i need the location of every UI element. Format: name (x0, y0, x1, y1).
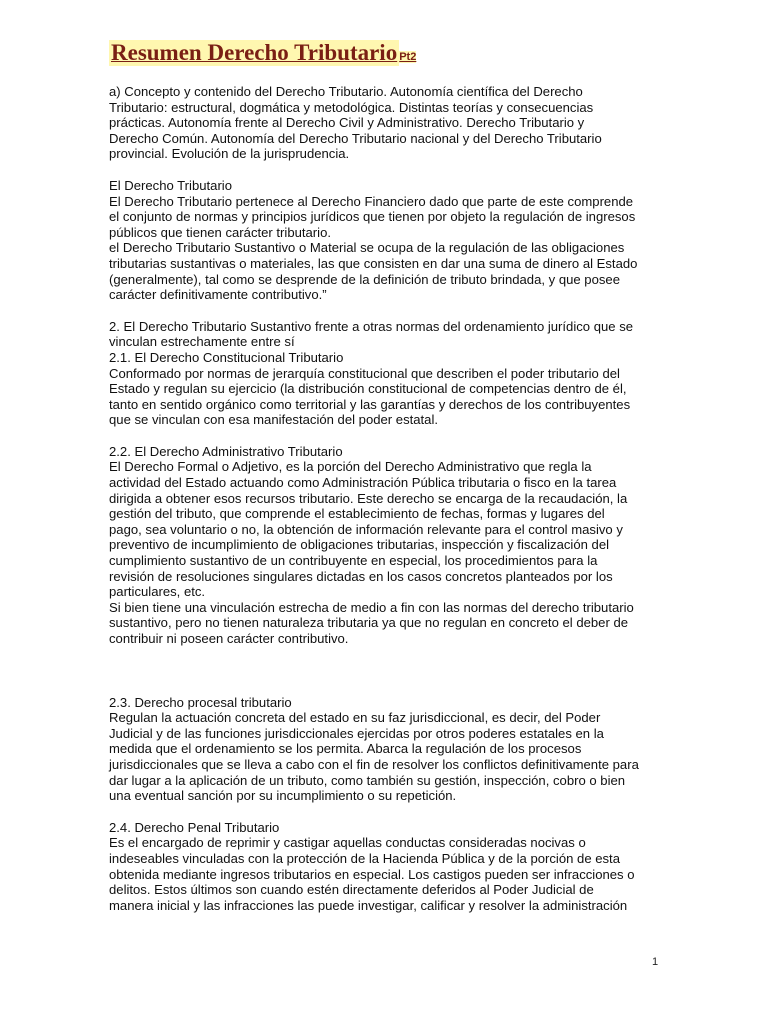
text-line: El Derecho Formal o Adjetivo, es la porción del Derecho Administrativo que regla la (109, 459, 592, 475)
text-line: particulares, etc. (109, 584, 206, 600)
section-heading: 2.1. El Derecho Constitucional Tributario (109, 349, 344, 365)
text-line: delitos. Estos últimos son cuando estén directamente deferidos al Poder Judicial de (109, 882, 594, 898)
section-heading: 2.4. Derecho Penal Tributario (109, 819, 280, 835)
text-line: jurisdiccionales que se lleva a cabo con el fin de resolver los conflictos definitivamente para (109, 756, 639, 772)
page-title: Resumen Derecho Tributario (111, 40, 398, 65)
text-line: pago, sea voluntario o no, la obtención de información relevante para el control masivo y (109, 521, 623, 537)
text-line: prácticas. Autonomía frente al Derecho Civil y Administrativo. Derecho Tributario y (109, 115, 585, 131)
text-line: vinculan estrechamente entre sí (109, 334, 295, 350)
text-line: El Derecho Tributario pertenece al Derecho Financiero dado que parte de este comprende (109, 193, 634, 209)
text-line: el conjunto de normas y principios jurídicos que tienen por objeto la regulación de ingresos (109, 209, 636, 225)
text-line: medida que el ordenamiento se los permita. Abarca la regulación de los procesos (109, 741, 582, 757)
text-line: Conformado por normas de jerarquía constitucional que describen el poder tributario del (109, 365, 620, 381)
text-line: (generalmente), tal como se desprende de la definición de tributo brindada, y que posee (109, 271, 620, 287)
text-line: Tributario: estructural, dogmática y metodológica. Distintas teorías y consecuencias (109, 99, 594, 115)
text-line: tanto en sentido orgánico como territorial y las garantías y derechos de los contribuyentes (109, 396, 631, 412)
paragraph-block-contenido (109, 84, 661, 162)
text-line: indeseables vinculadas con la protección de la Hacienda Pública y de la porción de esta (109, 850, 620, 866)
title-row (109, 40, 416, 66)
paragraph-block-derecho-tributario (109, 178, 661, 303)
text-line: dirigida a obtener esos recursos tributario. Este derecho se encarga de la recaudación, la (109, 490, 628, 506)
text-line: tributarias sustantivas o materiales, las que consisten en dar una suma de dinero al Estado (109, 255, 638, 271)
text-line: dar lugar a la aplicación de un tributo, como también su gestión, inspección, cobro o bien (109, 772, 626, 788)
text-line: carácter definitivamente contributivo.” (109, 287, 327, 303)
text-line: que se vinculan con esa manifestación del poder estatal. (109, 412, 439, 428)
text-line: manera inicial y las infracciones las puede investigar, calificar y resolver la administración (109, 897, 628, 913)
text-line: a) Concepto y contenido del Derecho Tributario. Autonomía científica del Derecho (109, 84, 583, 99)
paragraph-block-constitucional (109, 319, 661, 428)
text-line: gestión del tributo, que comprende el establecimiento de fechas, formas y lugares del (109, 506, 605, 522)
title-suffix: Pt2 (399, 51, 417, 63)
section-heading: 2.2. El Derecho Administrativo Tributario (109, 443, 343, 459)
text-line: Judicial y de las funciones jurisdiccionales ejercidas por otros poderes estatales en la (109, 725, 604, 741)
text-line: actividad del Estado actuando como Administración Pública tributaria o fisco en la tarea (109, 475, 617, 491)
text-line: provincial. Evolución de la jurisprudencia. (109, 146, 350, 162)
text-line: el Derecho Tributario Sustantivo o Material se ocupa de la regulación de las obligaciones (109, 240, 625, 256)
text-line: revisión de resoluciones singulares dictadas en los casos concretos planteados por los (109, 568, 613, 584)
text-line: públicos que tienen carácter tributario. (109, 224, 331, 240)
text-line: 2. El Derecho Tributario Sustantivo frente a otras normas del ordenamiento jurídico que se (109, 318, 634, 334)
text-line: cumplimiento sustantivo de un contribuyente en especial, los procedimientos para la (109, 553, 598, 569)
page-number: 1 (652, 956, 659, 968)
text-line: Regulan la actuación concreta del estado en su faz jurisdiccional, es decir, del Poder (109, 710, 601, 726)
text-line: Estado y regulan su ejercicio (la distribución constitucional de competencias dentro de él, (109, 381, 627, 397)
text-line: Derecho Común. Autonomía del Derecho Tributario nacional y del Derecho Tributario (109, 130, 602, 146)
text-line: obtenida mediante ingresos tributarios en especial. Los castigos pueden ser infracciones o (109, 866, 635, 882)
text-line: preventivo de incumplimiento de obligaciones tributarias, inspección y fiscalización del (109, 537, 610, 553)
text-line: una eventual sanción por su incumplimiento o su repetición. (109, 788, 457, 804)
section-heading: El Derecho Tributario (109, 177, 232, 193)
paragraph-block-administrativo (109, 444, 661, 647)
text-line: Es el encargado de reprimir y castigar aquellas conductas consideradas nocivas o (109, 835, 586, 851)
text-line: contribuir ni poseen carácter contributivo. (109, 631, 349, 646)
text-line: sustantivo, pero no tienen naturaleza tributaria ya que no regulan en concreto el deber de (109, 615, 629, 631)
paragraph-block-procesal (109, 695, 661, 804)
section-heading: 2.3. Derecho procesal tributario (109, 694, 292, 710)
text-line: Si bien tiene una vinculación estrecha de medio a fin con las normas del derecho tributario (109, 599, 634, 615)
paragraph-block-penal (109, 820, 661, 914)
document-body (109, 84, 661, 913)
